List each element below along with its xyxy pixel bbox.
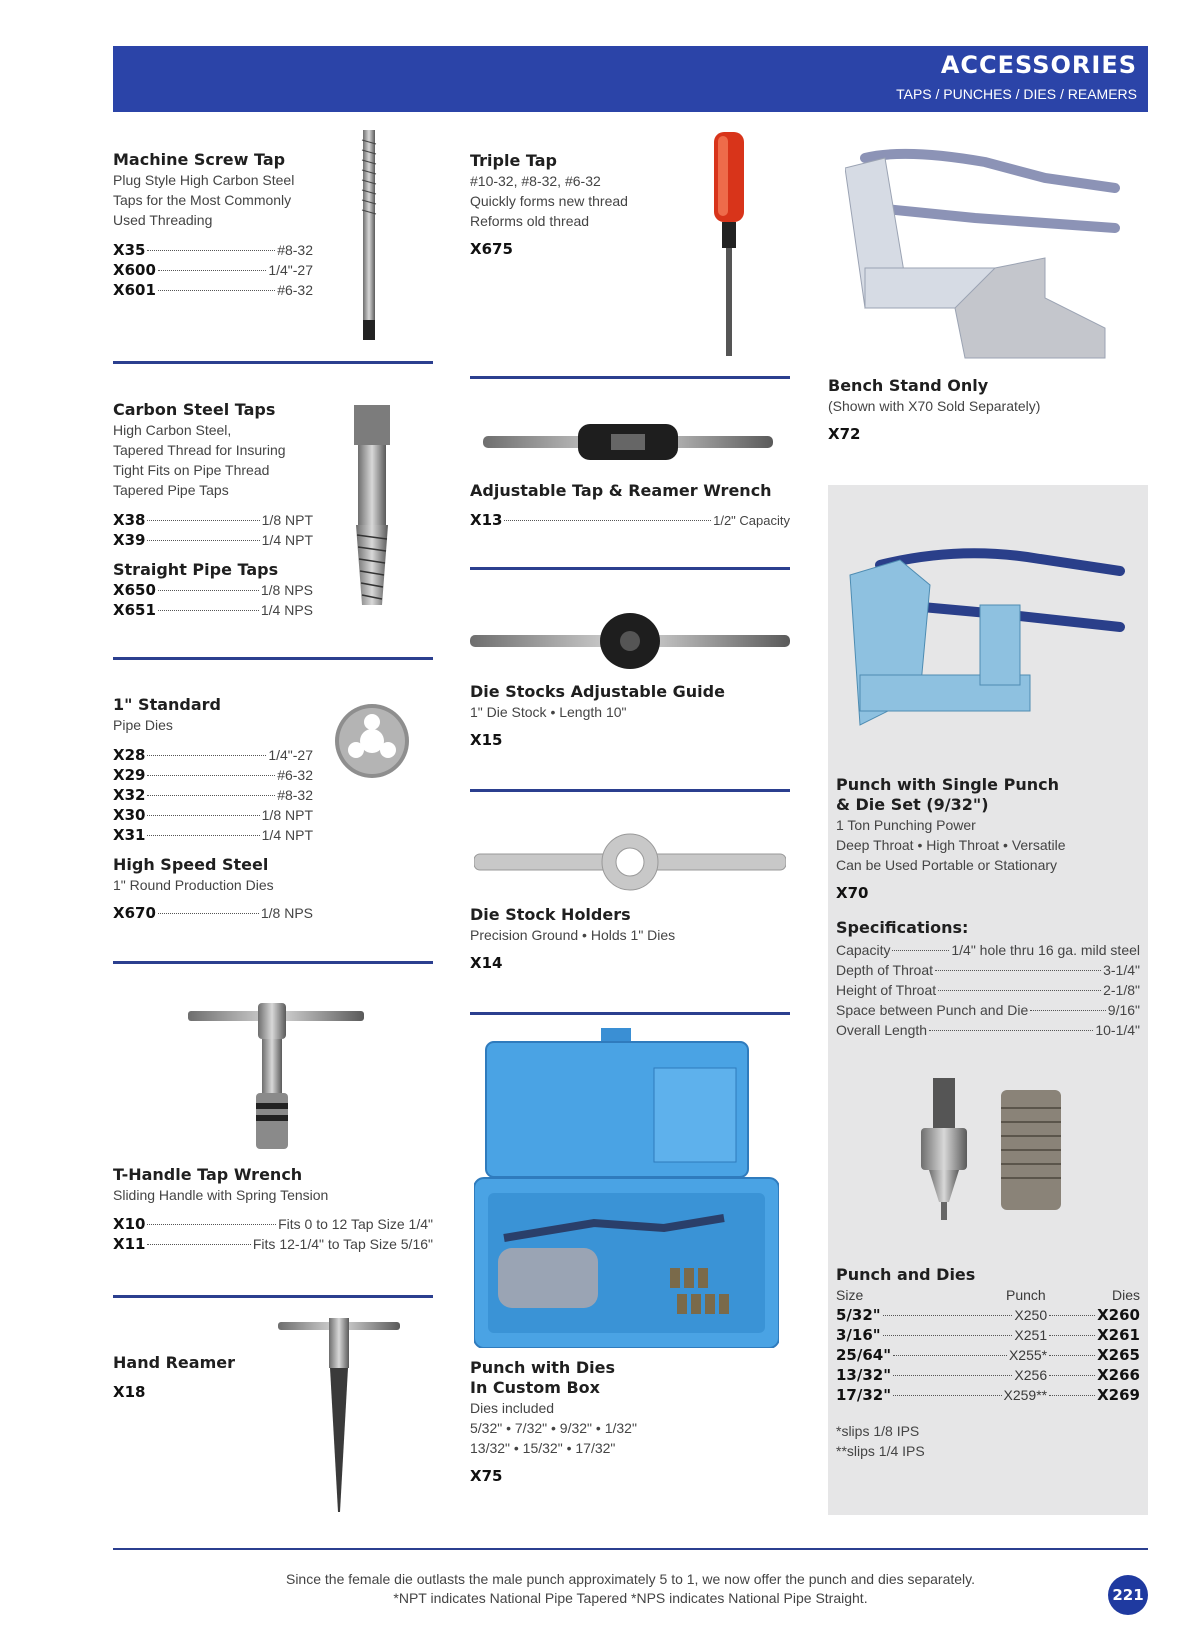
specifications [836,918,1140,1040]
punch-image [840,545,1130,735]
die-cell: X269 [1097,1386,1140,1404]
section-banner [113,46,1148,112]
product-desc: Pipe Dies [113,717,173,733]
product-desc: 5/32" • 7/32" • 9/32" • 1/32" [470,1420,637,1436]
product-carbon-steel-taps [113,400,313,500]
spec-value: 3-1/4" [1103,962,1140,978]
spec-value: 9/16" [1107,1002,1140,1018]
sku-row [113,260,313,280]
product-desc: Quickly forms new thread [470,193,628,209]
header-dies: Dies [1111,1287,1140,1303]
spec-label: Capacity [836,942,891,958]
table-row [836,1385,1140,1405]
sku-row [113,510,313,530]
sku-value: #8-32 [277,242,313,258]
footnote: *slips 1/8 IPS [836,1423,920,1439]
triple-tap-image [712,132,746,357]
punch-box-image [474,1028,779,1348]
die-stock-holder-image [474,832,786,894]
header-size: Size [836,1287,864,1303]
sku-code: X11 [113,1235,146,1253]
product-die-stock-holders [470,905,790,972]
spec-label: Depth of Throat [836,962,934,978]
size-cell: 5/32" [836,1306,881,1324]
specs-title: Specifications: [836,918,969,937]
product-title: Die Stock Holders [470,905,631,924]
sku-row [113,765,313,785]
divider [470,376,790,379]
product-desc: Can be Used Portable or Stationary [836,857,1058,873]
machine-screw-tap-image [355,130,385,342]
product-title: T-Handle Tap Wrench [113,1165,303,1184]
product-title: Punch with Single Punch [836,775,1059,794]
product-title: Die Stocks Adjustable Guide [470,682,725,701]
product-standard-dies [113,695,313,735]
size-cell: 25/64" [836,1346,892,1364]
sku-row [113,240,313,260]
product-title: Bench Stand Only [828,376,989,395]
sku-row [470,510,790,530]
product-desc: Precision Ground • Holds 1" Dies [470,927,676,943]
footer-note [113,1570,1148,1608]
sku-row [113,580,313,600]
sku-code: X18 [113,1383,146,1401]
sku-value: 1/8 NPT [261,512,313,528]
sku-value: 1/4"-27 [268,262,313,278]
spec-row [836,980,1140,1000]
divider [113,361,433,364]
product-title: & Die Set (9/32") [836,795,989,814]
sku-code: X31 [113,826,146,844]
punch-cell: X259** [1003,1387,1048,1403]
product-desc: Tapered Pipe Taps [113,482,229,498]
product-title: Straight Pipe Taps [113,560,279,579]
table-row [836,1325,1140,1345]
sku-list [113,1214,433,1254]
product-die-stocks [470,682,790,749]
sku-row [113,1214,433,1234]
section-subtitle: TAPS / PUNCHES / DIES / REAMERS [896,86,1137,102]
spec-row [836,1020,1140,1040]
sku-value: 1/4 NPS [260,602,313,618]
product-title: High Speed Steel [113,855,269,874]
footnote: **slips 1/4 IPS [836,1443,925,1459]
spec-label: Overall Length [836,1022,928,1038]
divider [113,961,433,964]
product-triple-tap [470,151,690,258]
footer-line: *NPT indicates National Pipe Tapered *NPS indicates National Pipe Straight. [393,1590,868,1606]
sku-code: X70 [836,884,869,902]
table-row [836,1345,1140,1365]
sku-code: X72 [828,425,861,443]
sku-code: X13 [470,511,503,529]
die-cell: X265 [1097,1346,1140,1364]
sku-code: X14 [470,954,503,972]
sku-code: X651 [113,601,156,619]
product-title: Hand Reamer [113,1353,235,1372]
product-title: Adjustable Tap & Reamer Wrench [470,481,772,500]
sku-code: X28 [113,746,146,764]
sku-list [113,745,313,845]
spec-label: Height of Throat [836,982,937,998]
product-title: Triple Tap [470,151,557,170]
sku-value: 1/2" Capacity [713,513,790,528]
round-die-image [333,702,411,780]
product-desc: Taps for the Most Commonly [113,192,292,208]
size-cell: 17/32" [836,1386,892,1404]
product-desc: 1" Die Stock • Length 10" [470,704,627,720]
divider [470,567,790,570]
product-t-handle-wrench [113,1165,433,1205]
product-desc: Sliding Handle with Spring Tension [113,1187,329,1203]
spec-value: 10-1/4" [1095,1022,1140,1038]
product-bench-stand [828,376,1148,443]
product-machine-screw-tap [113,150,313,230]
table-header [836,1285,1140,1305]
sku-list [113,240,313,300]
sku-code: X15 [470,731,503,749]
sku-value: 1/8 NPT [261,807,313,823]
sku-value: Fits 12-1/4" to Tap Size 5/16" [252,1236,433,1252]
sku-code: X35 [113,241,146,259]
footer-divider [113,1548,1148,1550]
sku-row [113,530,313,550]
product-desc: Dies included [470,1400,555,1416]
sku-row [113,785,313,805]
product-title: Punch with Dies [470,1358,615,1377]
sku-value: 1/4 NPT [261,532,313,548]
product-desc: Deep Throat • High Throat • Versatile [836,837,1066,853]
sku-row [113,903,313,923]
sku-value: 1/8 NPS [260,582,313,598]
sku-code: X38 [113,511,146,529]
sku-code: X39 [113,531,146,549]
product-title: Machine Screw Tap [113,150,286,169]
size-cell: 13/32" [836,1366,892,1384]
product-desc: 13/32" • 15/32" • 17/32" [470,1440,616,1456]
punch-cell: X256 [1014,1367,1048,1383]
product-desc: Used Threading [113,212,213,228]
sku-row [113,600,313,620]
sku-row [113,825,313,845]
product-desc: Plug Style High Carbon Steel [113,172,295,188]
table-row [836,1365,1140,1385]
sku-list [113,903,313,923]
sku-code: X75 [470,1467,503,1485]
product-desc: 1 Ton Punching Power [836,817,976,833]
spec-value: 1/4" hole thru 16 ga. mild steel [951,942,1140,958]
table-row [836,1305,1140,1325]
product-desc: 1" Round Production Dies [113,877,274,893]
product-punch-single [836,775,1146,902]
size-cell: 3/16" [836,1326,881,1344]
divider [470,789,790,792]
product-adjustable-wrench [470,481,790,530]
product-desc: Tapered Thread for Insuring [113,442,286,458]
product-title: In Custom Box [470,1378,600,1397]
header-punch: Punch [1006,1287,1046,1303]
sku-code: X32 [113,786,146,804]
punch-cell: X255* [1008,1347,1048,1363]
sku-row [113,1234,433,1254]
sku-value: 1/4"-27 [268,747,313,763]
sku-code: X30 [113,806,146,824]
sku-value: Fits 0 to 12 Tap Size 1/4" [278,1216,433,1232]
spec-row [836,940,1140,960]
divider [470,1012,790,1015]
product-high-speed-steel [113,855,313,895]
bench-stand-image [845,148,1130,360]
sku-value: #6-32 [277,282,313,298]
sku-code: X601 [113,281,156,299]
product-punch-box [470,1358,790,1485]
sku-code: X650 [113,581,156,599]
divider [113,657,433,660]
spec-label: Space between Punch and Die [836,1002,1029,1018]
product-title: Carbon Steel Taps [113,400,276,419]
die-stock-image [470,610,790,672]
sku-code: X29 [113,766,146,784]
product-desc: Reforms old thread [470,213,590,229]
sku-value: #6-32 [277,767,313,783]
sku-value: #8-32 [277,787,313,803]
punch-dies-table [836,1265,1140,1461]
footer-line: Since the female die outlasts the male punch approximately 5 to 1, we now offer the punch and dies separately. [285,1571,975,1587]
product-desc: (Shown with X70 Sold Separately) [828,398,1041,414]
sku-code: X675 [470,240,513,258]
section-title: ACCESSORIES [940,51,1137,79]
product-desc: High Carbon Steel, [113,422,232,438]
sku-value: 1/8 NPS [260,905,313,921]
table-title: Punch and Dies [836,1265,976,1284]
spec-row [836,1000,1140,1020]
adjustable-wrench-image [483,420,773,464]
hand-reamer-image [278,1318,400,1514]
sku-row [113,805,313,825]
product-title: 1" Standard [113,695,221,714]
sku-code: X670 [113,904,156,922]
divider [113,1295,433,1298]
punch-cell: X251 [1014,1327,1048,1343]
sku-row [113,745,313,765]
punch-cell: X250 [1014,1307,1048,1323]
die-cell: X266 [1097,1366,1140,1384]
t-handle-wrench-image [188,1003,364,1153]
sku-code: X10 [113,1215,146,1233]
spec-value: 2-1/8" [1103,982,1140,998]
die-cell: X260 [1097,1306,1140,1324]
punch-and-die-image [915,1078,1065,1228]
product-desc: Tight Fits on Pipe Thread [113,462,270,478]
product-desc: #10-32, #8-32, #6-32 [470,173,601,189]
pipe-tap-image [350,405,394,605]
spec-row [836,960,1140,980]
page-number: 221 [1108,1575,1148,1615]
sku-list [113,510,313,550]
die-cell: X261 [1097,1326,1140,1344]
sku-code: X600 [113,261,156,279]
product-straight-pipe-taps [113,560,313,620]
sku-row [113,280,313,300]
sku-value: 1/4 NPT [261,827,313,843]
